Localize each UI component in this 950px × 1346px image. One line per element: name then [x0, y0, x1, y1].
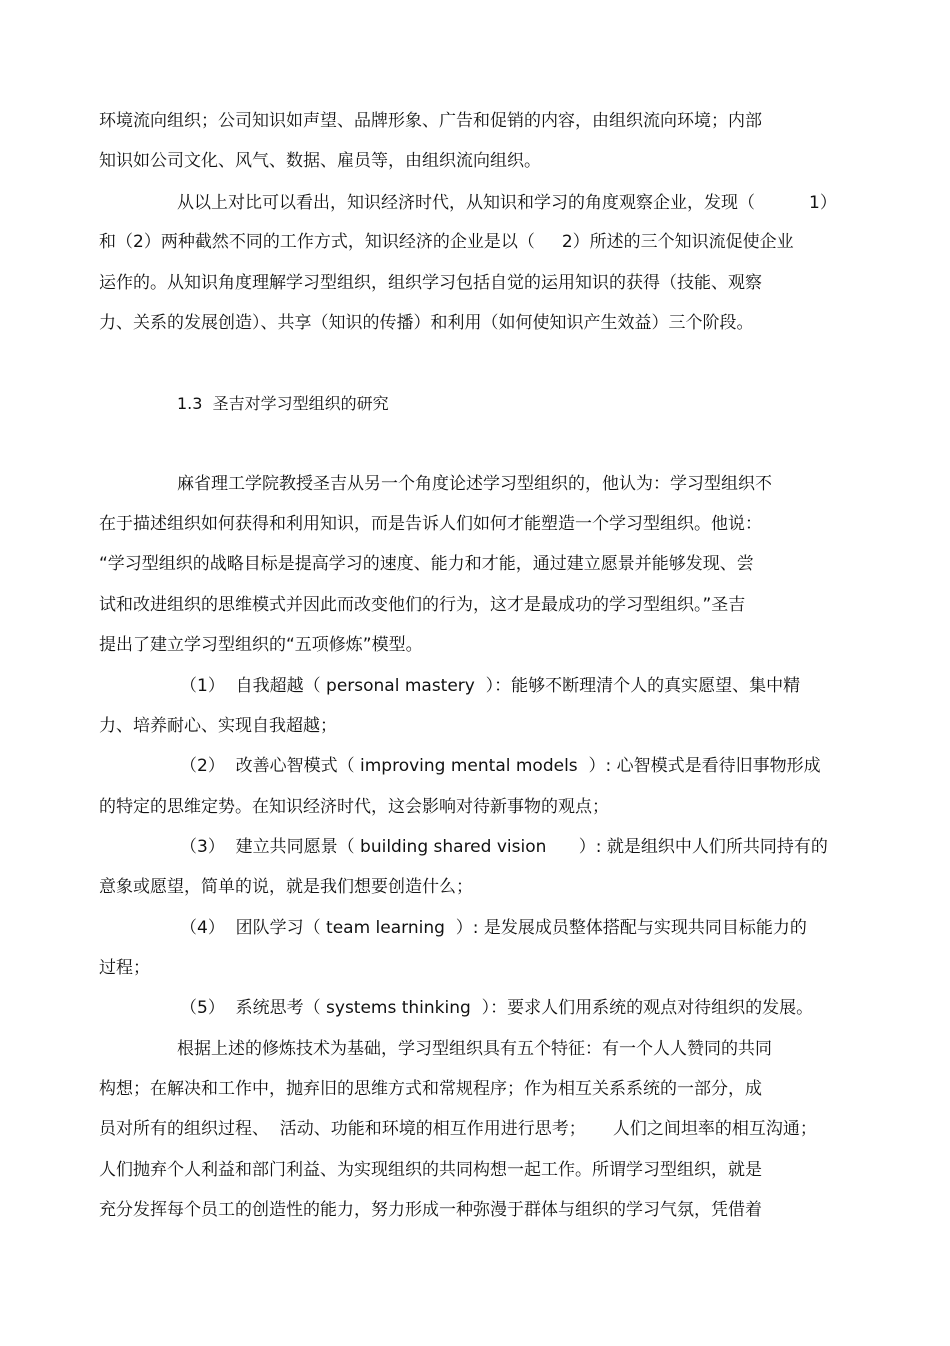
text-line: 构想；在解决和工作中，抛弃旧的思维方式和常规程序；作为相互关系系统的一部分，成 [99, 1079, 762, 1099]
text-line: 员对所有的组织过程、 活动、功能和环境的相互作用进行思考； 人们之间坦率的相互沟通； [99, 1119, 817, 1139]
text-line: 运作的。从知识角度理解学习型组织，组织学习包括自觉的运用知识的获得（技能、观察 [99, 273, 762, 293]
text-line: 人们抛弃个人利益和部门利益、为实现组织的共同构想一起工作。所谓学习型组织，就是 [99, 1160, 762, 1180]
text-line: 根据上述的修炼技术为基础，学习型组织具有五个特征：有一个人人赞同的共同 [177, 1039, 772, 1059]
text-line: “学习型组织的战略目标是提高学习的速度、能力和才能，通过建立愿景并能够发现、尝 [99, 554, 754, 574]
list-item: （1） 自我超越（ personal mastery ）：能够不断理清个人的真实愿望、集中精 [180, 676, 801, 696]
text-line: 的特定的思维定势。在知识经济时代，这会影响对待新事物的观点； [99, 797, 609, 817]
text-line: 充分发挥每个员工的创造性的能力，努力形成一种弥漫于群体与组织的学习气氛，凭借着 [99, 1200, 762, 1220]
text-line: 提出了建立学习型组织的“五项修炼”模型。 [99, 635, 423, 655]
text-line: 意象或愿望，简单的说，就是我们想要创造什么； [99, 877, 473, 897]
list-item: （3） 建立共同愿景（ building shared vision ）: 就是组织中人们所共同持有的 [180, 837, 828, 857]
text-line: 力、关系的发展创造）、共享（知识的传播）和利用（如何使知识产生效益）三个阶段。 [99, 313, 754, 333]
text-line: 环境流向组织；公司知识如声望、品牌形象、广告和促销的内容，由组织流向环境；内部 [99, 111, 762, 131]
list-item: （5） 系统思考（ systems thinking ）：要求人们用系统的观点对待组织的发展。 [180, 998, 814, 1018]
list-item: （4） 团队学习（ team learning ）: 是发展成员整体搭配与实现共同目标能力的 [180, 918, 807, 938]
text-line: 过程； [99, 958, 150, 978]
text-line: 和（2）两种截然不同的工作方式，知识经济的企业是以（ 2）所述的三个知识流促使企业 [99, 232, 794, 252]
text-line: 试和改进组织的思维模式并因此而改变他们的行为，这才是最成功的学习型组织。”圣吉 [99, 595, 746, 615]
text-line: 知识如公司文化、风气、数据、雇员等，由组织流向组织。 [99, 151, 541, 171]
text-line: 从以上对比可以看出，知识经济时代，从知识和学习的角度观察企业，发现（ 1） [177, 193, 837, 213]
section-heading: 1.3 圣吉对学习型组织的研究 [177, 394, 389, 413]
text-line: 力、培养耐心、实现自我超越； [99, 716, 337, 736]
text-line: 麻省理工学院教授圣吉从另一个角度论述学习型组织的，他认为：学习型组织不 [177, 474, 772, 494]
text-line: 在于描述组织如何获得和利用知识，而是告诉人们如何才能塑造一个学习型组织。他说： [99, 514, 762, 534]
list-item: （2） 改善心智模式（ improving mental models ）: 心智模式是看待旧事物形成 [180, 756, 821, 776]
